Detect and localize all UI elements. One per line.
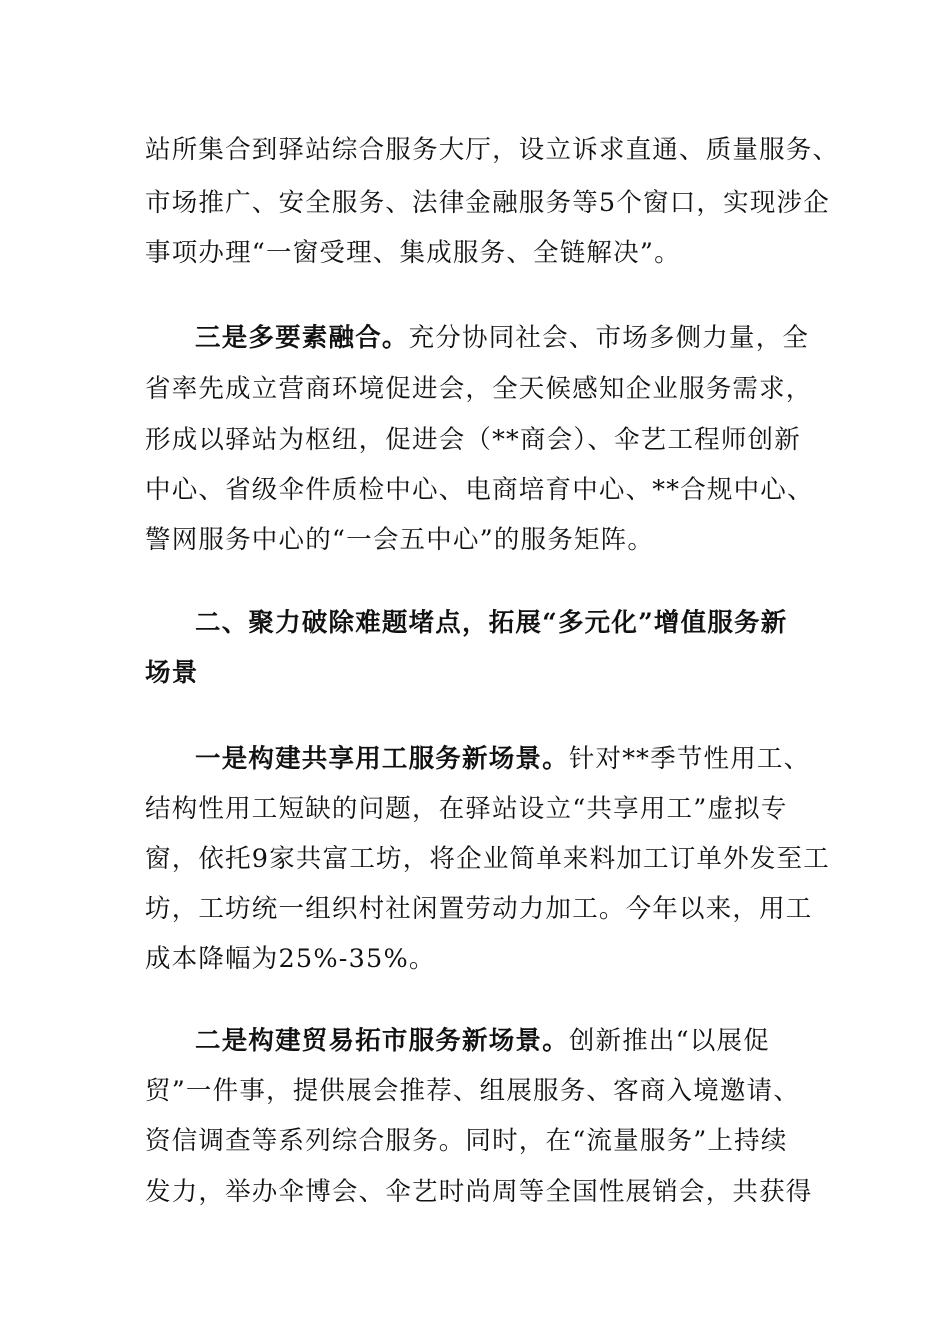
paragraph-4-line-1-text: 创新推出“以展促 bbox=[568, 1026, 770, 1056]
paragraph-2-lead: 三是多要素融合。 bbox=[195, 323, 409, 353]
paragraph-1-line-1: 站所集合到驿站综合服务大厅，设立诉求直通、质量服务、 bbox=[145, 135, 840, 165]
paragraph-4-line-2: 贸”一件事，提供展会推荐、组展服务、客商入境邀请、 bbox=[145, 1076, 801, 1106]
paragraph-2-line-1-text: 充分协同社会、市场多侧力量，全 bbox=[408, 323, 810, 353]
paragraph-3-lead: 一是构建共享用工服务新场景。 bbox=[195, 744, 569, 774]
paragraph-4-line-4: 发力，举办伞博会、伞艺时尚周等全国性展销会，共获得 bbox=[145, 1177, 813, 1207]
paragraph-2-line-5: 警网服务中心的“一会五中心”的服务矩阵。 bbox=[145, 525, 655, 555]
paragraph-3-line-5: 成本降幅为25%-35%。 bbox=[145, 944, 436, 974]
paragraph-3-line-1-text: 针对**季节性用工、 bbox=[568, 744, 811, 774]
paragraph-3-line-3: 窗，依托9家共富工坊，将企业简单来料加工订单外发至工 bbox=[145, 844, 830, 874]
paragraph-3-line-2: 结构性用工短缺的问题，在驿站设立“共享用工”虚拟专 bbox=[145, 794, 788, 824]
paragraph-4-line-3: 资信调查等系列综合服务。同时，在“流量服务”上持续 bbox=[145, 1126, 788, 1156]
section-heading-line-2: 场景 bbox=[145, 658, 199, 688]
paragraph-2-line-4: 中心、省级伞件质检中心、电商培育中心、**合规中心、 bbox=[145, 475, 814, 505]
paragraph-4-line-1 bbox=[195, 1025, 770, 1057]
paragraph-2-line-1 bbox=[195, 322, 809, 354]
paragraph-2-line-2: 省率先成立营商环境促进会，全天候感知企业服务需求， bbox=[145, 374, 813, 404]
paragraph-1-line-3: 事项办理“一窗受理、集成服务、全链解决”。 bbox=[145, 238, 681, 268]
paragraph-3-line-4: 坊，工坊统一组织村社闲置劳动力加工。今年以来，用工 bbox=[145, 894, 813, 924]
paragraph-4-lead: 二是构建贸易拓市服务新场景。 bbox=[195, 1026, 569, 1056]
paragraph-2-line-3: 形成以驿站为枢纽，促进会（**商会）、伞艺工程师创新 bbox=[145, 425, 801, 455]
section-heading-line-1: 二、聚力破除难题堵点，拓展“多元化”增值服务新 bbox=[195, 608, 788, 638]
paragraph-1-line-2: 市场推广、安全服务、法律金融服务等5个窗口，实现涉企 bbox=[145, 188, 830, 218]
paragraph-3-line-1 bbox=[195, 743, 810, 775]
